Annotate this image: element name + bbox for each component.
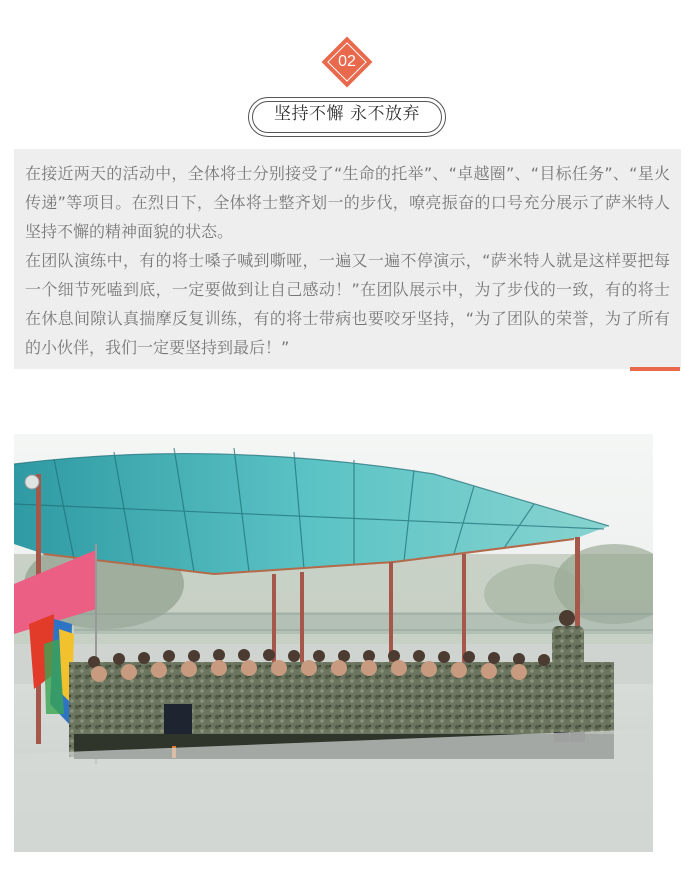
section-title-frame: [248, 97, 446, 137]
section-badge: [322, 37, 372, 87]
section-number: 02: [338, 53, 356, 70]
section-title: 坚持不懈 永不放弃: [274, 104, 420, 124]
body-paragraph-2: 在团队演练中，有的将士嗓子喊到嘶哑，一遍又一遍不停演示，“萨米特人就是这样要把每一个细节死嗑到底，一定要做到让自己感动！”在团队展示中，为了步伐的一致，有的将士在休息间隙认真揣摩反复训练，有的将士带病也要咬牙坚持，“为了团队的荣誉，为了所有的小伙伴，我们一定要坚持到最后！”: [25, 251, 670, 357]
body-paragraph-1: 在接近两天的活动中，全体将士分别接受了“生命的托举”、“卓越圈”、“目标任务”、“星火传递”等项目。在烈日下，全体将士整齐划一的步伐，嘹亮振奋的口号充分展示了萨米特人坚持不懈的精神面貌的状态。: [25, 164, 670, 241]
body-text-box: [14, 149, 681, 369]
team-training-photo: [14, 434, 653, 852]
accent-underline: [630, 367, 680, 371]
